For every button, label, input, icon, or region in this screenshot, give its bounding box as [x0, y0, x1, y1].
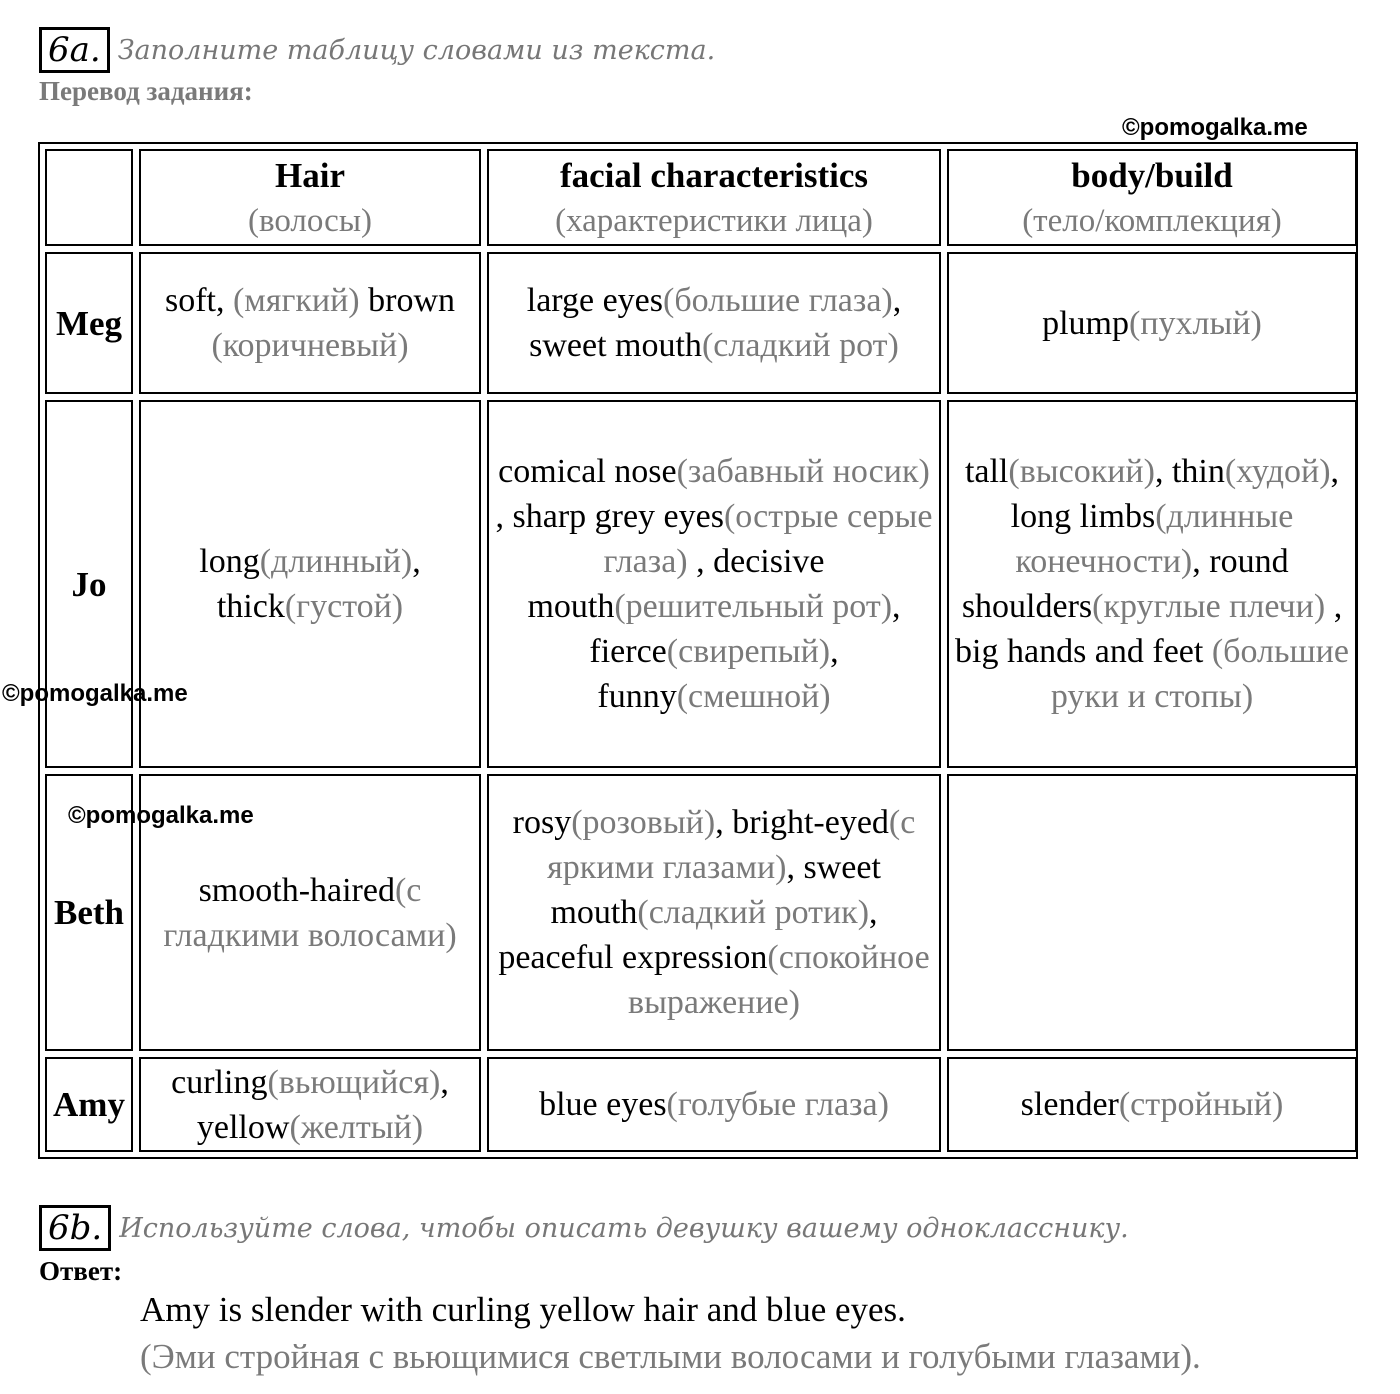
task-number: 6b. — [39, 1205, 111, 1251]
russian-translation: (голубые глаза) — [666, 1086, 889, 1123]
english-word: , sharp grey eyes — [495, 498, 724, 535]
english-word: , funny — [597, 633, 839, 715]
english-word: comical nose — [498, 453, 677, 490]
english-word: rosy — [512, 804, 572, 841]
answer-russian: (Эми стройная с вьющимися светлыми волосами и голубыми глазами). — [140, 1337, 1201, 1376]
english-word: , big hands and feet — [955, 588, 1343, 670]
english-word: brown — [359, 282, 456, 319]
russian-translation: (сладкий ротик) — [637, 894, 870, 931]
russian-translation: (острые серые глаза) — [603, 498, 933, 580]
russian-translation: (с яркими глазами) — [547, 804, 916, 886]
task-6a-header — [39, 27, 715, 73]
russian-translation: (высокий) — [1008, 453, 1155, 490]
english-word: , thin — [1154, 453, 1225, 490]
russian-translation: (худой) — [1224, 453, 1331, 490]
russian-translation: (круглые плечи) — [1092, 588, 1326, 625]
russian-translation: (сладкий рот) — [701, 327, 899, 364]
russian-translation: (стройный) — [1118, 1086, 1284, 1123]
russian-translation: (желтый) — [289, 1108, 424, 1146]
english-word: , decisive mouth — [527, 543, 825, 625]
answer-label: Ответ: — [39, 1256, 123, 1286]
russian-translation: (пухлый) — [1129, 304, 1262, 342]
table-row — [45, 1057, 1357, 1152]
body-cell — [947, 252, 1357, 394]
english-word: , bright-eyed — [715, 804, 889, 841]
hair-cell — [139, 400, 481, 768]
english-word: blue eyes — [539, 1086, 667, 1123]
english-word: , long limbs — [1010, 453, 1340, 535]
english-word: , sweet mouth — [550, 849, 881, 931]
russian-translation: (большие глаза) — [663, 282, 893, 319]
russian-translation: (розовый) — [571, 804, 716, 841]
characters-table — [38, 142, 1358, 1159]
english-word: plump — [1042, 304, 1130, 342]
character-name: Beth — [45, 774, 133, 1051]
body-cell — [947, 1057, 1357, 1152]
english-word: , fierce — [589, 588, 901, 670]
body-cell — [947, 400, 1357, 768]
watermark: ©pomogalka.me — [1122, 114, 1308, 141]
english-word: , sweet mouth — [529, 282, 902, 364]
corner-cell — [45, 149, 133, 246]
english-word: long — [199, 543, 260, 580]
russian-translation: (с гладкими волосами) — [163, 871, 457, 954]
answer-english: Amy is slender with curling yellow hair and blue eyes. — [140, 1290, 906, 1329]
character-name: Jo — [45, 400, 133, 768]
russian-translation: (вьющийся) — [267, 1063, 441, 1101]
russian-translation: (смешной) — [676, 678, 831, 715]
task-number: 6a. — [39, 27, 110, 73]
watermark: ©pomogalka.me — [2, 680, 188, 707]
russian-translation: (густой) — [284, 588, 404, 625]
table-row — [45, 252, 1357, 394]
english-word: , peaceful expression — [498, 894, 878, 976]
russian-translation: (длинные конечности) — [1015, 498, 1294, 580]
face-cell — [487, 400, 941, 768]
hair-cell — [139, 252, 481, 394]
english-word: large eyes — [526, 282, 663, 319]
task-instruction: Заполните таблицу словами из текста. — [117, 34, 716, 66]
russian-translation: (забавный носик) — [676, 453, 930, 490]
russian-translation: (большие руки и стопы) — [1050, 633, 1349, 715]
english-word: curling — [171, 1063, 268, 1101]
table-header-row — [45, 149, 1357, 246]
russian-translation: (длинный) — [259, 543, 413, 580]
face-cell — [487, 774, 941, 1051]
english-word: , yellow — [196, 1063, 449, 1146]
russian-translation: (спокойное выражение) — [628, 939, 930, 1021]
watermark: ©pomogalka.me — [68, 802, 254, 829]
english-word: slender — [1020, 1086, 1119, 1123]
russian-translation: (решительный рот) — [614, 588, 893, 625]
header-cell: facial characteristics (характеристики лица) — [487, 149, 941, 246]
hair-cell — [139, 1057, 481, 1152]
russian-translation: (свирепый) — [666, 633, 831, 670]
english-word: , round shoulders — [961, 543, 1289, 625]
character-name: Amy — [45, 1057, 133, 1152]
russian-translation: (мягкий) — [232, 282, 360, 319]
face-cell — [487, 252, 941, 394]
header-cell: Hair (волосы) — [139, 149, 481, 246]
table-row — [45, 400, 1357, 768]
english-word: tall — [964, 453, 1009, 490]
face-cell — [487, 1057, 941, 1152]
character-name: Meg — [45, 252, 133, 394]
translation-label: Перевод задания: — [39, 76, 253, 106]
english-word: smooth-haired — [198, 871, 395, 909]
english-word: soft, — [164, 282, 233, 319]
body-cell — [947, 774, 1357, 1051]
task-instruction: Используйте слова, чтобы описать девушку вашему однокласснику. — [119, 1212, 1129, 1244]
task-6b-header — [39, 1205, 1129, 1251]
header-cell: body/build (тело/комплекция) — [947, 149, 1357, 246]
russian-translation: (коричневый) — [211, 327, 409, 364]
english-word: , thick — [216, 543, 421, 625]
